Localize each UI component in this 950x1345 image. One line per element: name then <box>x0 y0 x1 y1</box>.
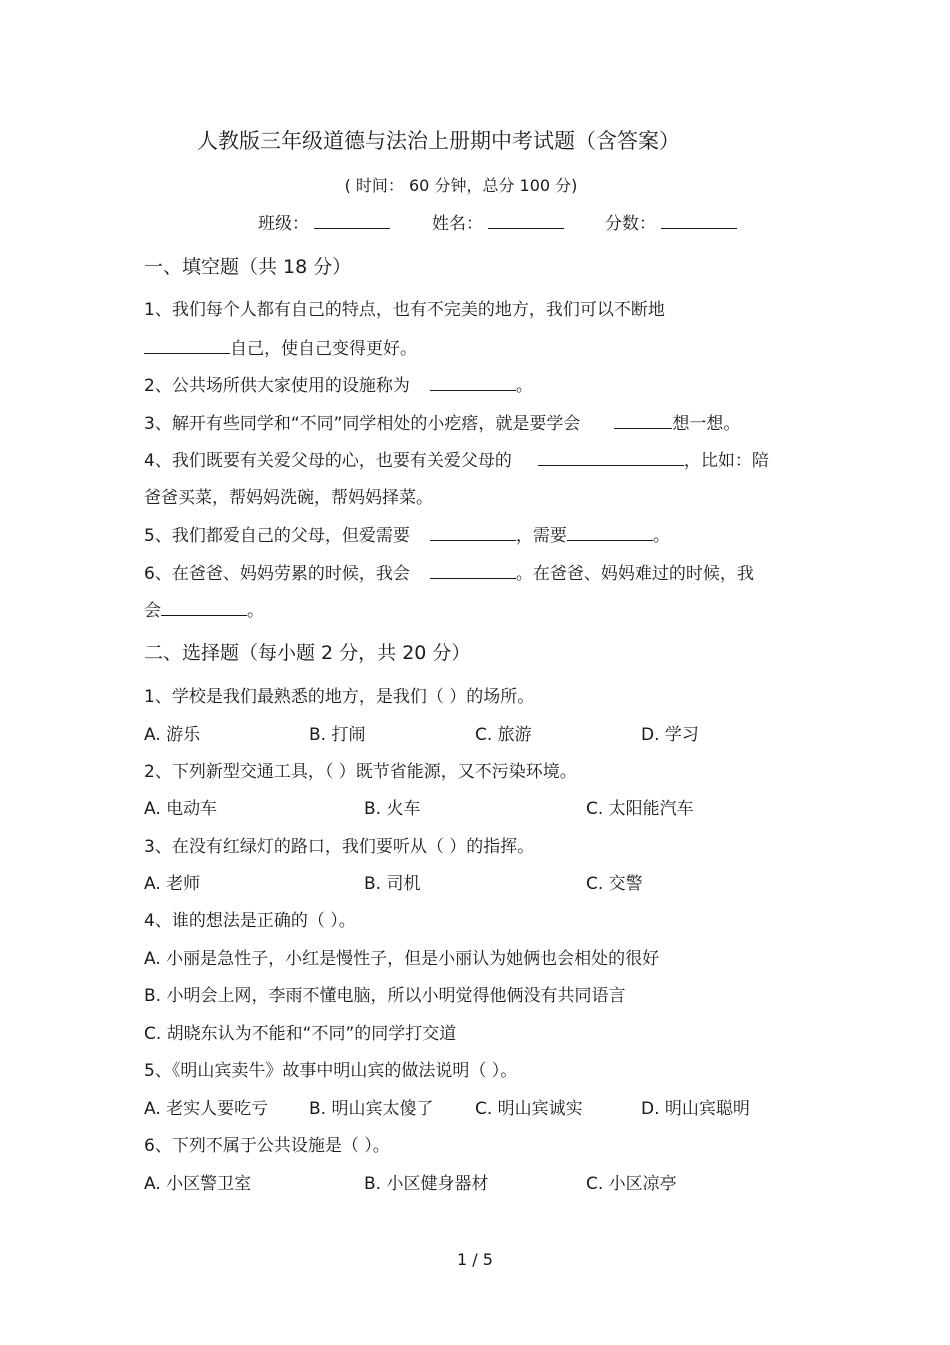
choice-question-4: 4、谁的想法是正确的（ ）。 <box>144 911 356 931</box>
choice-2-option-c: C. 太阳能汽车 <box>586 799 694 819</box>
score-field <box>605 212 737 235</box>
choice-1-option-d: D. 学习 <box>641 725 699 745</box>
fill-question-1-line1: 1、我们每个人都有自己的特点，也有不完美的地方，我们可以不断地 <box>144 300 665 320</box>
fill-question-5: 5、我们都爱自己的父母，但爱需要 ，需要 。 <box>144 526 670 546</box>
choice-3-option-c: C. 交警 <box>586 874 643 894</box>
fill-question-1-line2: 自己，使自己变得更好。 <box>144 337 417 360</box>
choice-2-option-b: B. 火车 <box>364 799 421 819</box>
fill-question-2: 2、公共场所供大家使用的设施称为 。 <box>144 376 533 396</box>
class-field <box>258 212 390 235</box>
class-label: 班级： <box>258 214 309 234</box>
fill-question-4-line2: 爸爸买菜，帮妈妈洗碗，帮妈妈择菜。 <box>144 488 433 508</box>
choice-question-2: 2、下列新型交通工具，（ ）既节省能源，又不污染环境。 <box>144 762 577 782</box>
exam-subtitle: ( 时间： 60 分钟，总分 100 分) <box>344 176 578 195</box>
answer-blank <box>430 524 516 541</box>
exam-title: 人教版三年级道德与法治上册期中考试题（含答案） <box>197 129 680 153</box>
choice-6-option-c: C. 小区凉亭 <box>586 1174 677 1194</box>
class-blank <box>314 212 390 229</box>
choice-1-option-c: C. 旅游 <box>475 725 532 745</box>
section-heading-choice: 二、选择题（每小题 2 分，共 20 分） <box>144 642 471 664</box>
fill-question-6-line1: 6、在爸爸、妈妈劳累的时候，我会 。在爸爸、妈妈难过的时候，我 <box>144 564 754 584</box>
choice-question-1: 1、学校是我们最熟悉的地方，是我们（ ）的场所。 <box>144 687 535 707</box>
page-number: 1 / 5 <box>457 1250 493 1269</box>
choice-5-option-d: D. 明山宾聪明 <box>641 1099 750 1119</box>
section-heading-fill-in: 一、填空题（共 18 分） <box>144 256 352 278</box>
choice-2-option-a: A. 电动车 <box>144 799 218 819</box>
fill-question-6-line2: 会 。 <box>144 601 264 621</box>
choice-5-option-b: B. 明山宾太傻了 <box>309 1099 434 1119</box>
answer-blank <box>614 412 672 429</box>
choice-5-option-a: A. 老实人要吃亏 <box>144 1099 269 1119</box>
choice-4-option-b: B. 小明会上网，李雨不懂电脑，所以小明觉得他俩没有共同语言 <box>144 986 626 1006</box>
choice-6-option-b: B. 小区健身器材 <box>364 1174 489 1194</box>
choice-1-option-b: B. 打闹 <box>309 725 366 745</box>
choice-3-option-b: B. 司机 <box>364 874 421 894</box>
answer-blank <box>430 374 516 391</box>
choice-4-option-a: A. 小丽是急性子，小红是慢性子，但是小丽认为她俩也会相处的很好 <box>144 949 660 969</box>
name-field <box>432 212 564 235</box>
score-label: 分数： <box>605 214 656 234</box>
choice-question-6: 6、下列不属于公共设施是（ ）。 <box>144 1136 390 1156</box>
name-label: 姓名： <box>432 214 483 234</box>
answer-blank <box>161 599 247 616</box>
choice-5-option-c: C. 明山宾诚实 <box>475 1099 583 1119</box>
choice-question-3: 3、在没有红绿灯的路口，我们要听从（ ）的指挥。 <box>144 837 535 857</box>
choice-4-option-c: C. 胡晓东认为不能和“不同”的同学打交道 <box>144 1024 457 1044</box>
answer-blank <box>567 524 653 541</box>
choice-question-5: 5、《明山宾卖牛》故事中明山宾的做法说明（ ）。 <box>144 1061 518 1081</box>
score-blank <box>661 212 737 229</box>
name-blank <box>488 212 564 229</box>
fill-question-3: 3、解开有些同学和“不同”同学相处的小疙瘩，就是要学会 想一想。 <box>144 414 741 434</box>
choice-6-option-a: A. 小区警卫室 <box>144 1174 252 1194</box>
answer-blank <box>430 562 516 579</box>
answer-blank <box>144 337 230 354</box>
answer-blank <box>538 449 684 466</box>
choice-3-option-a: A. 老师 <box>144 874 201 894</box>
choice-1-option-a: A. 游乐 <box>144 725 201 745</box>
fill-question-4-line1: 4、我们既要有关爱父母的心，也要有关爱父母的 ，比如：陪 <box>144 451 769 471</box>
